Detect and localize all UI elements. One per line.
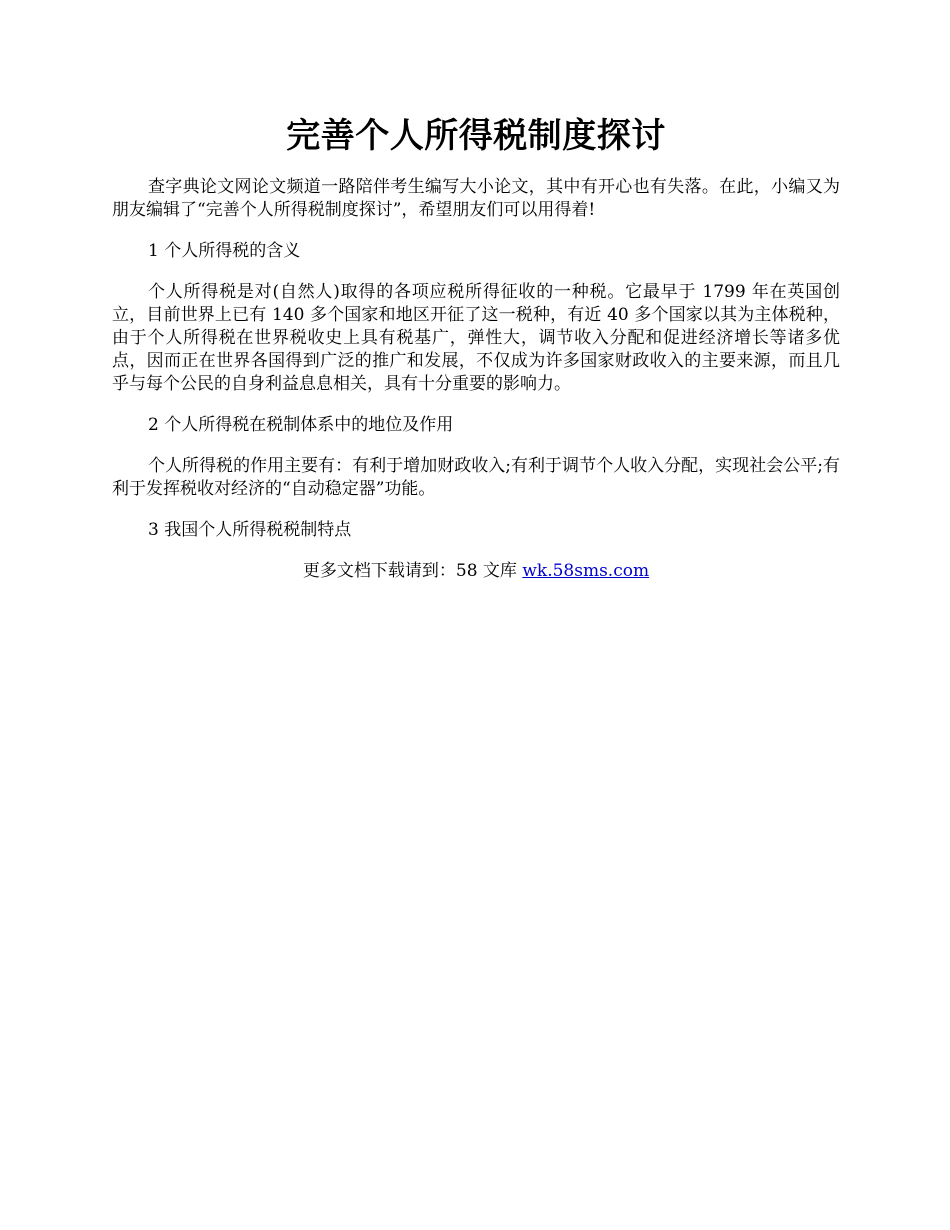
section-2-heading: 2 个人所得税在税制体系中的地位及作用 — [148, 415, 454, 435]
footer-text: 更多文档下载请到：58 文库 — [302, 561, 523, 581]
section-1-paragraph: 个人所得税是对(自然人)取得的各项应税所得征收的一种税。它最早于 1799 年在英国创立，目前世界上已有 140 多个国家和地区开征了这一税种，有近 40 多个国家以其为主体税种，由于个人所得税在世界税收史上具有税基广，弹性大，调节收入分配和促进经济增长等诸多优点，因而正在世界各国得到广泛的推广和发展，不仅成为许多国家财政收入的主要来源，而且几乎与每个公民的自身利益息息相关，具有十分重要的影响力。 — [112, 282, 840, 394]
download-footer — [112, 560, 840, 583]
document-page — [112, 110, 840, 583]
section-1-heading: 1 个人所得税的含义 — [148, 241, 301, 261]
section-2-paragraph: 个人所得税的作用主要有：有利于增加财政收入;有利于调节个人收入分配，实现社会公平;有利于发挥税收对经济的“自动稳定器”功能。 — [112, 456, 840, 499]
section-3-heading: 3 我国个人所得税税制特点 — [148, 520, 352, 540]
footer-link[interactable]: wk.58sms.com — [522, 561, 650, 581]
document-title: 完善个人所得税制度探讨 — [286, 116, 666, 156]
intro-paragraph: 查字典论文网论文频道一路陪伴考生编写大小论文，其中有开心也有失落。在此，小编又为朋友编辑了“完善个人所得税制度探讨”，希望朋友们可以用得着! — [112, 177, 840, 220]
